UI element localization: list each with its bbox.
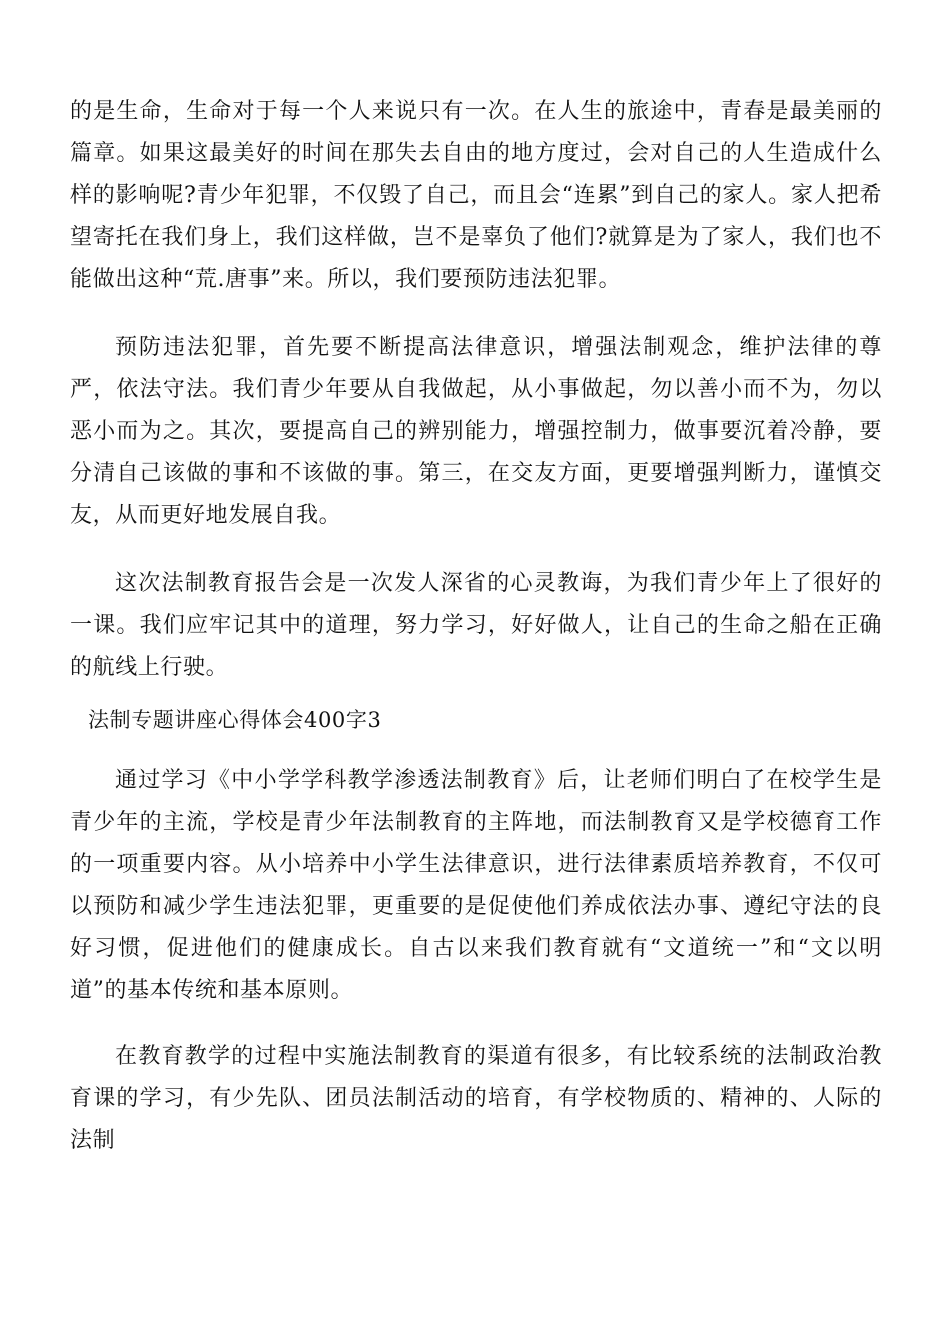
body-paragraph: 预防违法犯罪，首先要不断提高法律意识，增强法制观念，维护法律的尊严，依法守法。我们青少年要从自我做起，从小事做起，勿以善小而不为，勿以恶小而为之。其次，要提高自己的辨别能力，增强控制力，做事要沉着冷静，要分清自己该做的事和不该做的事。第三，在交友方面，更要增强判断力，谨慎交友，从而更好地发展自我。 bbox=[70, 335, 882, 528]
section-heading: 法制专题讲座心得体会400字3 bbox=[88, 708, 382, 732]
document-page bbox=[70, 91, 882, 1162]
body-paragraph: 在教育教学的过程中实施法制教育的渠道有很多，有比较系统的法制政治教育课的学习，有少先队、团员法制活动的培育，有学校物质的、精神的、人际的法制 bbox=[70, 1044, 882, 1153]
body-paragraph: 这次法制教育报告会是一次发人深省的心灵教诲，为我们青少年上了很好的一课。我们应牢记其中的道理，努力学习，好好做人，让自己的生命之船在正确的航线上行驶。 bbox=[70, 571, 882, 680]
body-paragraph: 通过学习《中小学学科教学渗透法制教育》后，让老师们明白了在校学生是青少年的主流，学校是青少年法制教育的主阵地，而法制教育又是学校德育工作的一项重要内容。从小培养中小学生法律意识，进行法律素质培养教育，不仅可以预防和减少学生违法犯罪，更重要的是促使他们养成依法办事、遵纪守法的良好习惯，促进他们的健康成长。自古以来我们教育就有“文道统一”和“文以明道”的基本传统和基本原则。 bbox=[70, 768, 882, 1003]
body-paragraph: 的是生命，生命对于每一个人来说只有一次。在人生的旅途中，青春是最美丽的篇章。如果这最美好的时间在那失去自由的地方度过，会对自己的人生造成什么样的影响呢?青少年犯罪，不仅毁了自己，而且会“连累”到自己的家人。家人把希望寄托在我们身上，我们这样做，岂不是辜负了他们?就算是为了家人，我们也不能做出这种“荒.唐事”来。所以，我们要预防违法犯罪。 bbox=[70, 99, 882, 292]
